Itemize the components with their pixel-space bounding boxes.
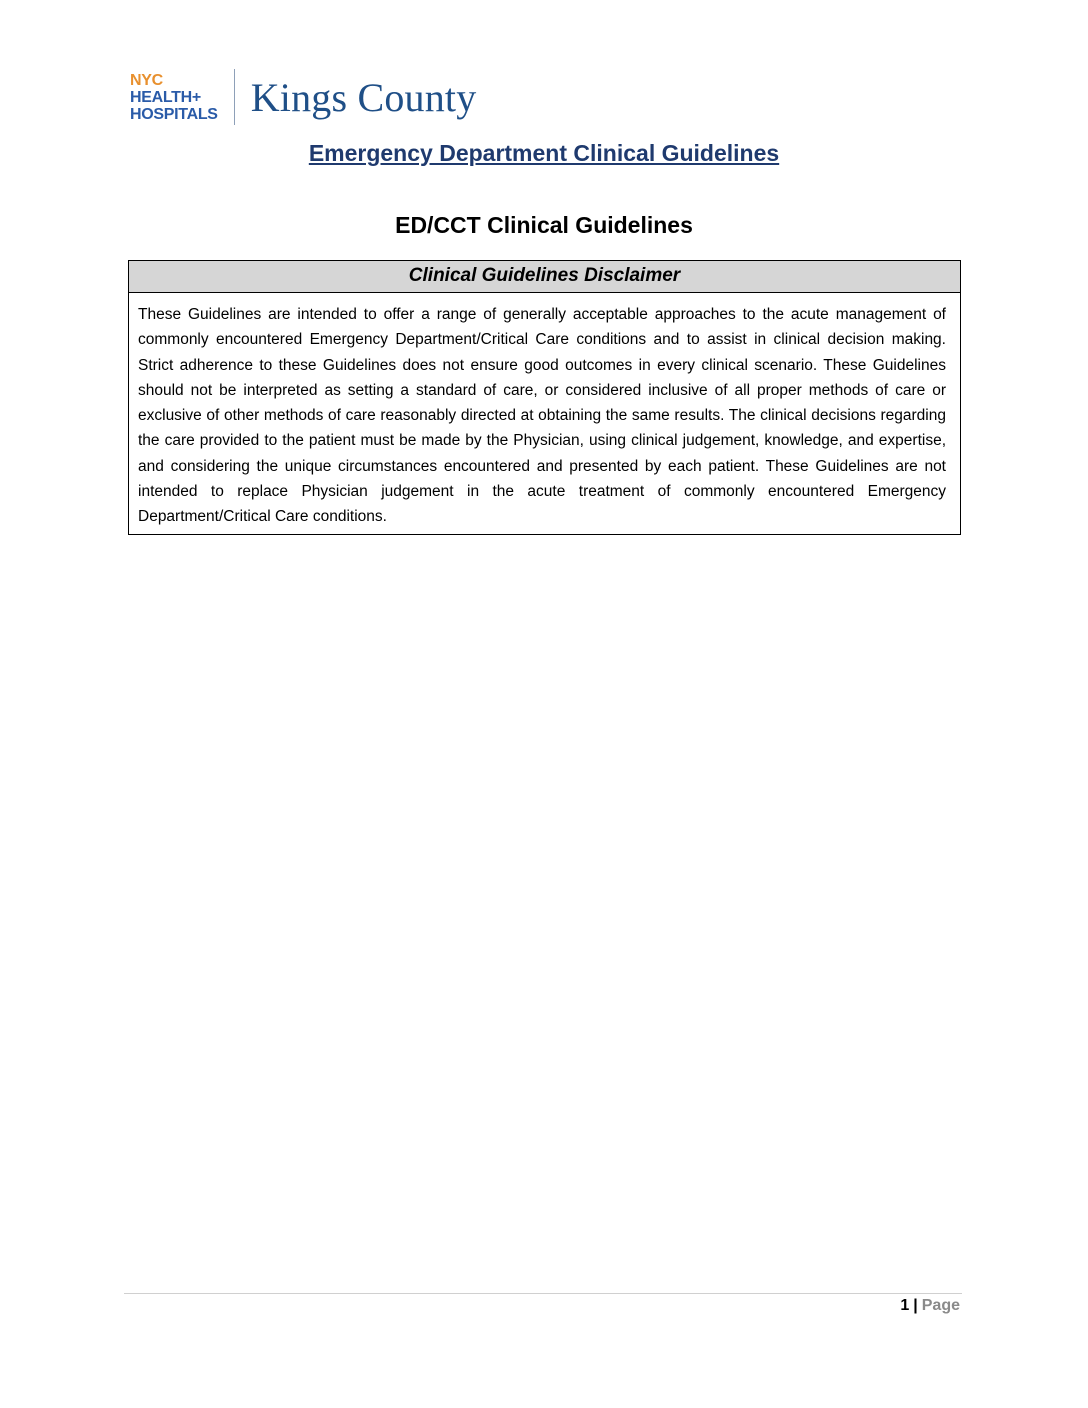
page-label: Page [921,1297,960,1314]
page-footer [900,1297,960,1315]
disclaimer-text: These Guidelines are intended to offer a range of generally acceptable approaches to the acute management of commonly encountered Emergency Department/Critical Care conditions and to assist in clinical decision making. Strict adherence to these Guidelines does not ensure good outcomes in every clinical scenario. These Guidelines should not be interpreted as setting a standard of care, or considered inclusive of all proper methods of care or exclusive of other methods of care reasonably directed at obtaining the same results. The clinical decisions regarding the care provided to the patient must be made by the Physician, using clinical judgement, knowledge, and expertise, and considering the unique circumstances encountered and presented by each patient. These Guidelines are not intended to replace Physician judgement in the acute treatment of commonly encountered Emergency Department/Critical Care conditions. [138,306,946,526]
nyc-health-hospitals-wordmark [130,72,218,123]
logo-divider [234,69,235,125]
footer-separator: | [913,1297,918,1314]
logo-nyc-text: NYC [130,71,163,89]
document-main-title: Emergency Department Clinical Guidelines [308,140,780,166]
logo-hospitals-text: HOSPITALS [130,105,218,123]
footer-divider [124,1293,962,1294]
disclaimer-box [128,260,961,535]
facility-name: Kings County [250,74,477,120]
hospital-logo [130,66,476,128]
document-sub-title: ED/CCT Clinical Guidelines [395,212,693,238]
disclaimer-heading: Clinical Guidelines Disclaimer [129,261,960,293]
page-number: 1 [900,1297,910,1314]
logo-health-text: HEALTH+ [130,88,201,106]
